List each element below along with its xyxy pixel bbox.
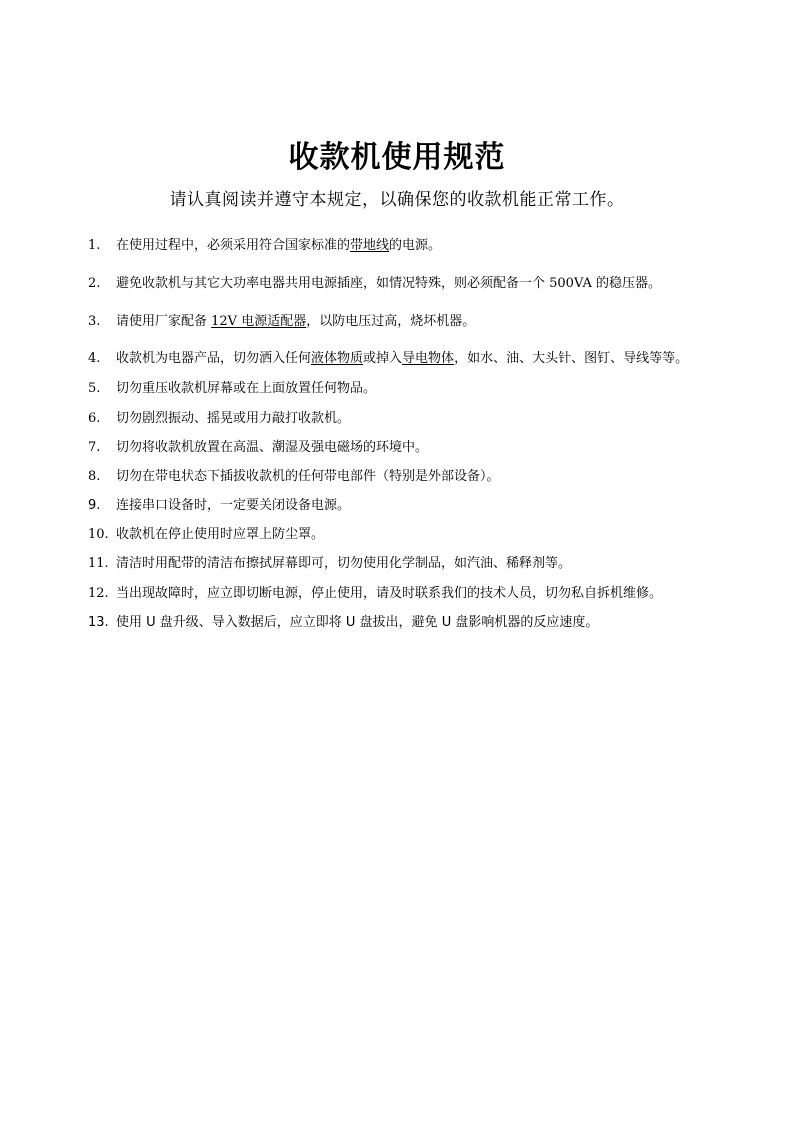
rule-number: 10. [88, 527, 109, 542]
rule-emphasis: 12V 电源适配器 [211, 314, 307, 329]
rule-text: 切勿在带电状态下插拔收款机的任何带电部件（特别是外部设备）。 [116, 469, 500, 484]
rule-text: ，如水、油、大头针、图钉、导线等等。 [454, 351, 689, 366]
rule-text: 在使用过程中，必须采用符合国家标准的 [116, 238, 351, 253]
rule-number: 3. [88, 314, 101, 329]
rule-text: 收款机为电器产品，切勿洒入任何 [116, 351, 312, 366]
rule-text: 收款机在停止使用时应罩上防尘罩。 [116, 527, 325, 542]
rule-item-5 [88, 380, 738, 398]
rule-text: ，以防电压过高，烧坏机器。 [306, 314, 476, 329]
rule-number: 2. [88, 276, 101, 291]
rule-number: 6. [88, 411, 101, 426]
rule-text: 或掉入 [363, 351, 403, 366]
rule-number: 9. [88, 498, 101, 513]
rule-item-3 [88, 313, 738, 331]
rule-item-13 [88, 614, 738, 632]
rule-item-2 [88, 275, 738, 293]
rule-text: 清洁时用配带的清洁布擦拭屏幕即可，切勿使用化学制品，如汽油、稀释剂等。 [116, 556, 572, 571]
rule-text: 使用 U 盘升级、导入数据后，应立即将 U 盘拔出，避免 U 盘影响机器的反应速度。 [116, 615, 599, 630]
rule-number: 5. [88, 381, 101, 396]
rule-number: 4. [88, 351, 101, 366]
rule-text: 当出现故障时，应立即切断电源，停止使用，请及时联系我们的技术人员，切勿私自拆机维修。 [116, 586, 663, 601]
rule-item-8 [88, 468, 738, 486]
rule-text: 的电源。 [389, 238, 442, 253]
rule-item-11 [88, 555, 738, 573]
rule-text: 连接串口设备时，一定要关闭设备电源。 [116, 498, 351, 513]
rule-number: 13. [88, 615, 109, 630]
rule-item-10 [88, 526, 738, 544]
rule-item-1 [88, 237, 738, 255]
rule-item-12 [88, 585, 738, 603]
rule-text: 切勿剧烈振动、摇晃或用力敲打收款机。 [116, 411, 351, 426]
rule-text: 请使用厂家配备 [116, 314, 212, 329]
rule-item-7 [88, 439, 738, 457]
rule-number: 1. [88, 238, 101, 253]
rule-text: 避免收款机与其它大功率电器共用电源插座，如情况特殊，则必须配备一个 500VA 的稳压器。 [116, 276, 661, 291]
rule-emphasis: 液体物质 [311, 351, 364, 366]
document-title: 收款机使用规范 [288, 140, 506, 175]
rule-number: 11. [88, 556, 109, 571]
rule-item-9 [88, 497, 738, 515]
rule-emphasis: 导电物体 [402, 351, 455, 366]
rule-item-4 [88, 350, 738, 368]
rule-item-6 [88, 410, 738, 428]
rule-number: 8. [88, 469, 101, 484]
rule-number: 7. [88, 440, 101, 455]
rule-emphasis: 带地线 [350, 238, 390, 253]
rule-number: 12. [88, 586, 109, 601]
rule-text: 切勿将收款机放置在高温、潮湿及强电磁场的环境中。 [116, 440, 429, 455]
document-subtitle: 请认真阅读并遵守本规定，以确保您的收款机能正常工作。 [169, 190, 625, 210]
rule-text: 切勿重压收款机屏幕或在上面放置任何物品。 [116, 381, 377, 396]
